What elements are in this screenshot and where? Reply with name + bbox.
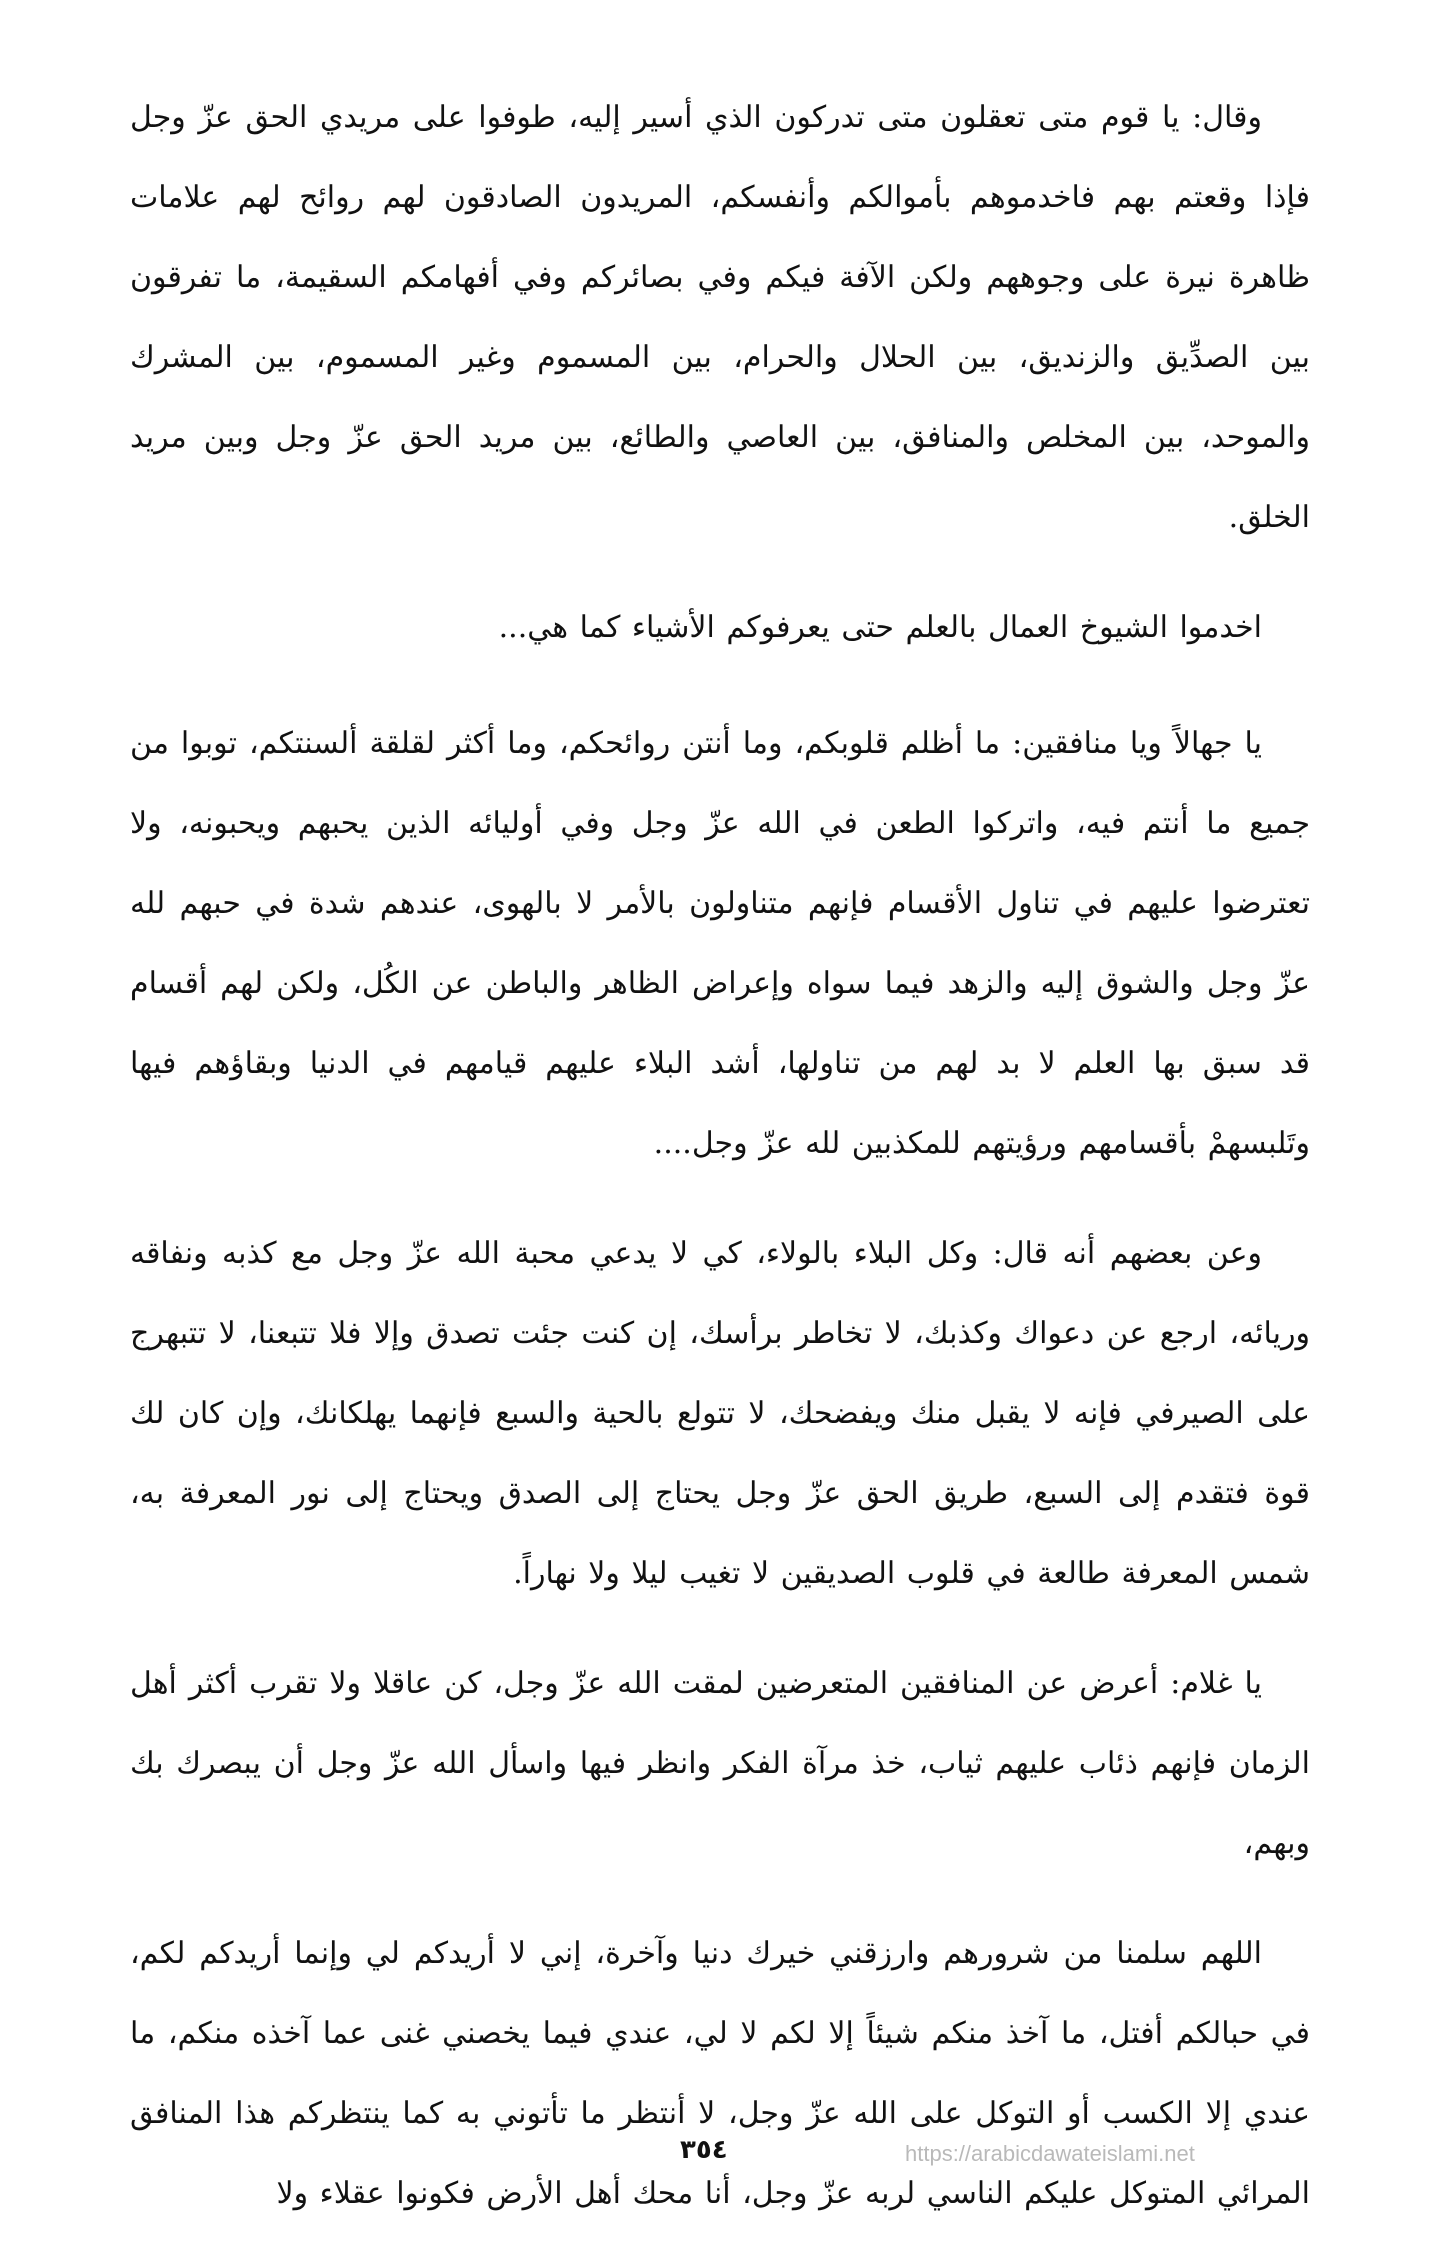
- page-number: ٣٥٤: [680, 2135, 728, 2165]
- paragraph-1: وقال: يا قوم متى تعقلون متى تدركون الذي أسير إليه، طوفوا على مريدي الحق عزّ وجل فإذا وقعتم بهم فاخدموهم بأموالكم وأنفسكم، المريدون الصادقون لهم روائح لهم علامات ظاهرة نيرة على وجوههم ولكن الآفة فيكم وفي بصائركم وفي أفهامكم السقيمة، ما تفرقون بين الصدِّيق والزنديق، بين الحلال والحرام، بين المسموم وغير المسموم، بين المشرك والموحد، بين المخلص والمنافق، بين العاصي والطائع، بين مريد الحق عزّ وجل وبين مريد الخلق.: [130, 100, 1310, 535]
- watermark-url: https://arabicdawateislami.net: [905, 2141, 1195, 2166]
- paragraph-6: اللهم سلمنا من شرورهم وارزقني خيرك دنيا وآخرة، إني لا أريدكم لي وإنما أريدكم لكم، في حبالكم أفتل، ما آخذ منكم شيئاً إلا لكم لا لي، عندي فيما يخصني غنى عما آخذه منكم، ما عندي إلا الكسب أو التوكل على الله عزّ وجل، لا أنتظر ما تأتوني به كما ينتظركم هذا المنافق المرائي المتوكل عليكم الناسي لربه عزّ وجل، أنا محك أهل الأرض فكونوا عقلاء ولا: [130, 1936, 1310, 2211]
- paragraph-4: وعن بعضهم أنه قال: وكل البلاء بالولاء، كي لا يدعي محبة الله عزّ وجل مع كذبه ونفاقه وريائه، ارجع عن دعواك وكذبك، لا تخاطر برأسك، إن كنت جئت تصدق وإلا فلا تتبعنا، لا تتبهرج على الصيرفي فإنه لا يقبل منك ويفضحك، لا تتولع بالحية والسبع فإنهما يهلكانك، وإن كان لك قوة فتقدم إلى السبع، طريق الحق عزّ وجل يحتاج إلى الصدق ويحتاج إلى نور المعرفة به، شمس المعرفة طالعة في قلوب الصديقين لا تغيب ليلا ولا نهاراً.: [130, 1236, 1310, 1591]
- page-body: [130, 78, 1310, 2264]
- paragraph-5: يا غلام: أعرض عن المنافقين المتعرضين لمقت الله عزّ وجل، كن عاقلا ولا تقرب أكثر أهل الزمان فإنهم ذئاب عليهم ثياب، خذ مرآة الفكر وانظر فيها واسأل الله عزّ وجل أن يبصرك بك وبهم،: [130, 1666, 1310, 1861]
- page-footer: [0, 2135, 1454, 2175]
- paragraph-2: اخدموا الشيوخ العمال بالعلم حتى يعرفوكم الأشياء كما هي...: [498, 610, 1262, 645]
- paragraph-3: يا جهالاً ويا منافقين: ما أظلم قلوبكم، وما أنتن روائحكم، وما أكثر لقلقة ألسنتكم، توبوا من جميع ما أنتم فيه، واتركوا الطعن في الله عزّ وجل وفي أوليائه الذين يحبهم ويحبونه، ولا تعترضوا عليهم في تناول الأقسام فإنهم متناولون بالأمر لا بالهوى، عندهم شدة في حبهم لله عزّ وجل والشوق إليه والزهد فيما سواه وإعراض الظاهر والباطن عن الكُل، ولكن لهم أقسام قد سبق بها العلم لا بد لهم من تناولها، أشد البلاء عليهم قيامهم في الدنيا وبقاؤهم فيها وتَلبسهمْ بأقسامهم ورؤيتهم للمكذبين لله عزّ وجل....: [130, 726, 1310, 1161]
